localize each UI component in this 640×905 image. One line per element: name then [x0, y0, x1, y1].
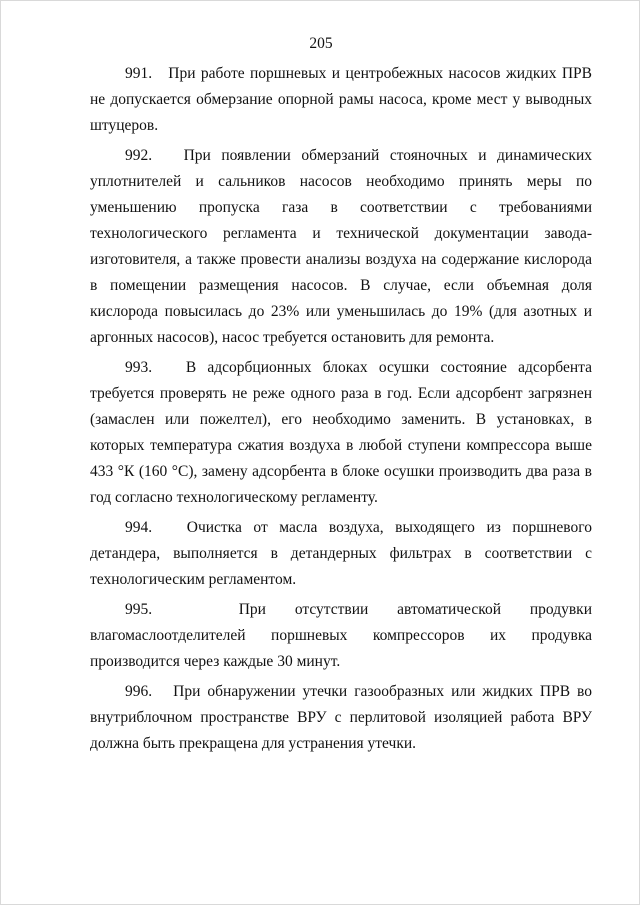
paragraph-text: При обнаружении утечки газообразных или жидких ПРВ во внутриблочном пространстве ВРУ с перлитовой изоляцией работа ВРУ должна быть прекращена для устранения утечки. [90, 683, 592, 752]
paragraph-text: При работе поршневых и центробежных насосов жидких ПРВ не допускается обмерзание опорной рамы насоса, кроме мест у выводных штуцеров. [90, 65, 593, 134]
paragraph-text: В адсорбционных блоках осушки состояние адсорбента требуется проверять не реже одного раза в год. Если адсорбент загрязнен (замаслен или пожелтел), его необходимо заменить. В установках, в которых температура сжатия воздуха в любой ступени компрессора выше 433 °К (160 °С), замену адсорбента в блоке осушки производить два раза в год согласно технологическому регламенту. [90, 359, 593, 506]
paragraph-number: 992. [125, 147, 153, 164]
page-number: 205 [309, 35, 333, 52]
paragraph-text: При появлении обмерзаний стояночных и динамических уплотнителей и сальников насосов необходимо принять меры по уменьшению пропуска газа в соответствии с требованиями технологического регламента и технической документации завода-изготовителя, а также провести анализы воздуха на содержание кислорода в помещении размещения насосов. В случае, если объемная доля кислорода повысилась до 23% или уменьшилась до 19% (для азотных и аргонных насосов), насос требуется остановить для ремонта. [90, 147, 593, 346]
paragraph-number: 995. [125, 601, 153, 618]
paragraph-number: 996. [125, 683, 153, 700]
paragraph-994 [90, 515, 592, 593]
paragraph-number: 993. [125, 359, 153, 376]
paragraph-995 [90, 597, 592, 675]
paragraph-993 [90, 355, 592, 511]
paragraph-996 [90, 679, 592, 757]
paragraph-number: 991. [125, 65, 153, 82]
paragraph-text: При отсутствии автоматической продувки влагомаслоотделителей поршневых компрессоров их продувка производится через каждые 30 минут. [90, 601, 592, 670]
document-body [90, 61, 592, 761]
paragraph-991 [90, 61, 592, 139]
paragraph-number: 994. [125, 519, 153, 536]
paragraph-992 [90, 143, 592, 351]
paragraph-text: Очистка от масла воздуха, выходящего из поршневого детандера, выполняется в детандерных фильтрах в соответствии с технологическим регламентом. [90, 519, 592, 588]
